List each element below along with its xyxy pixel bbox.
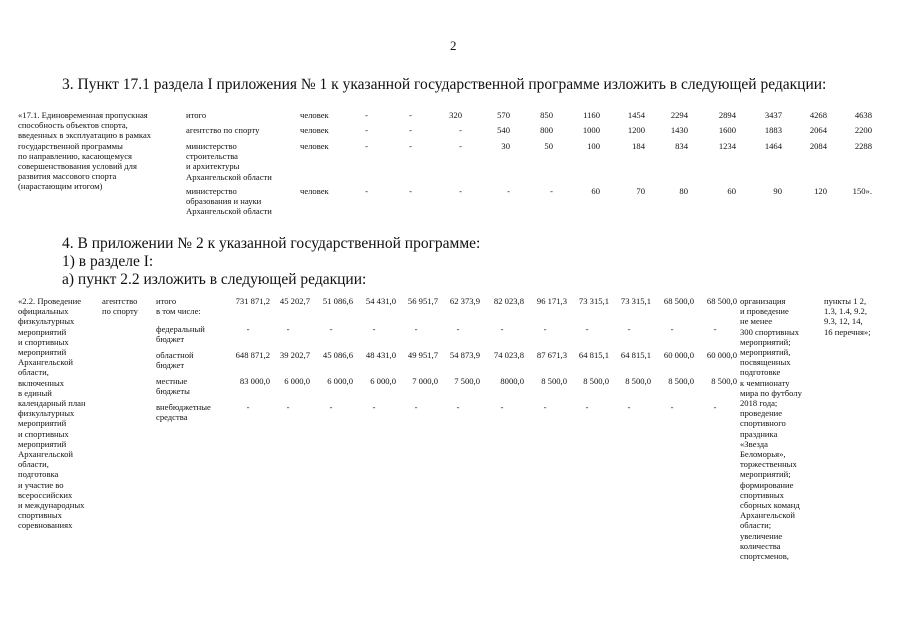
cell-value: -: [414, 402, 418, 412]
cell-value: -: [670, 402, 674, 412]
section-heading-3: 3. Пункт 17.1 раздела I приложения № 1 к указанной государственной программе изложить в следующей редакции:: [62, 76, 827, 93]
cell-value: 68 500,0: [663, 296, 694, 306]
cell-value: 2294: [670, 110, 688, 120]
cell-value: -: [543, 402, 547, 412]
cell-value: -: [500, 324, 504, 334]
cell-value: -: [627, 324, 631, 334]
result-line: формирование: [740, 479, 794, 490]
item-line: введенных в эксплуатацию в рамках: [18, 130, 152, 141]
item-line: (нарастающим итогом): [18, 181, 103, 192]
cell-value: 2200: [854, 125, 872, 135]
row-label: [156, 296, 201, 316]
cell-value: 150».: [852, 186, 872, 196]
cell-value: -: [365, 141, 368, 151]
result-line: спортсменов,: [740, 551, 789, 562]
cell-value: -: [365, 125, 368, 135]
cell-value: 540: [497, 125, 510, 135]
row-label-line: бюджеты: [156, 386, 190, 397]
cell-value: 570: [497, 110, 510, 120]
result-line: «Звезда: [740, 438, 768, 449]
cell-value: 49 951,7: [407, 350, 438, 360]
cell-value: 8 500,0: [711, 376, 737, 386]
result-line: посвященных: [740, 357, 791, 368]
row-label-line: министерство: [186, 186, 237, 196]
item-line: мероприятий: [18, 418, 67, 429]
result-line: мероприятий;: [740, 469, 791, 480]
cell-value: 90: [773, 186, 782, 196]
cell-value: 51 086,6: [322, 296, 353, 306]
result-line: 2018 года;: [740, 398, 778, 409]
row-unit: человек: [300, 125, 329, 135]
result-line: праздника: [740, 428, 778, 439]
item-line: соревнованиях: [18, 520, 73, 531]
row-unit: человек: [300, 186, 329, 196]
cell-value: 62 373,9: [449, 296, 480, 306]
cell-value: -: [329, 324, 333, 334]
cell-value: -: [713, 402, 717, 412]
cell-value: 56 951,7: [407, 296, 438, 306]
cell-value: -: [246, 402, 250, 412]
executor-line: агентство: [102, 296, 138, 306]
item-line: календарный план: [18, 398, 86, 409]
result-line: организация: [740, 296, 786, 306]
cell-value: 7 000,0: [412, 376, 438, 386]
row-label: [186, 125, 259, 135]
row-unit: человек: [300, 110, 329, 120]
cell-value: 648 871,2: [235, 350, 270, 360]
executor-line: по спорту: [102, 306, 138, 317]
cell-value: 2894: [718, 110, 736, 120]
cell-value: -: [365, 110, 368, 120]
cell-value: 7 500,0: [454, 376, 480, 386]
row-label-line: бюджет: [156, 360, 185, 371]
row-label-line: итого: [186, 110, 207, 120]
row-label-line: федеральный: [156, 324, 205, 334]
ref-line: 16 перечня»;: [824, 326, 871, 337]
subsection-heading-1a: а) пункт 2.2 изложить в следующей редакции:: [62, 271, 367, 288]
cell-value: 850: [540, 110, 553, 120]
item-line: области,: [18, 367, 49, 378]
table1-item-name: [18, 110, 151, 192]
cell-value: 64 815,1: [620, 350, 651, 360]
cell-value: 6 000,0: [370, 376, 396, 386]
row-label: [156, 402, 211, 422]
cell-value: 1430: [670, 125, 688, 135]
cell-value: 60 000,0: [706, 350, 737, 360]
item-line: области,: [18, 459, 49, 470]
cell-value: 1200: [627, 125, 645, 135]
cell-value: -: [409, 125, 412, 135]
cell-value: 1000: [582, 125, 600, 135]
item-line: «17.1. Единовременная пропускная: [18, 110, 148, 120]
row-label: [156, 324, 205, 344]
cell-value: 1234: [718, 141, 736, 151]
cell-value: -: [409, 141, 412, 151]
cell-value: -: [543, 324, 547, 334]
row-label-line: местные: [156, 376, 188, 386]
result-line: торжественных: [740, 459, 797, 470]
item-line: официальных: [18, 306, 69, 317]
item-line: в единый: [18, 387, 52, 398]
cell-value: 731 871,2: [235, 296, 270, 306]
item-line: и спортивных: [18, 428, 69, 439]
ref-line: 9.3, 12, 14,: [824, 316, 863, 327]
item-line: Архангельской: [18, 357, 73, 368]
cell-value: 30: [501, 141, 510, 151]
item-line: государственной программы: [18, 140, 123, 151]
item-line: по направлению, касающемуся: [18, 150, 132, 161]
cell-value: -: [329, 402, 333, 412]
result-line: спортивных: [740, 489, 784, 500]
cell-value: 1883: [764, 125, 782, 135]
result-line: к чемпионату: [740, 377, 790, 388]
row-label: [186, 186, 272, 217]
item-line: включенных: [18, 377, 65, 388]
result-line: и проведение: [740, 306, 789, 317]
cell-value: -: [372, 402, 376, 412]
cell-value: 800: [540, 125, 553, 135]
row-label: [186, 110, 206, 120]
cell-value: 8 500,0: [668, 376, 694, 386]
item-line: «2.2. Проведение: [18, 296, 82, 306]
cell-value: 8 500,0: [625, 376, 651, 386]
cell-value: 100: [587, 141, 600, 151]
cell-value: -: [670, 324, 674, 334]
item-line: мероприятий: [18, 347, 67, 358]
row-label-line: средства: [156, 412, 188, 423]
row-label: [186, 141, 272, 182]
table2-references: [824, 296, 871, 337]
item-line: развития массового спорта: [18, 171, 117, 182]
row-label-line: итого: [156, 296, 177, 306]
item-line: и международных: [18, 500, 85, 511]
cell-value: 4268: [809, 110, 827, 120]
cell-value: 54 431,0: [365, 296, 396, 306]
cell-value: 2064: [809, 125, 827, 135]
cell-value: -: [414, 324, 418, 334]
cell-value: 39 202,7: [279, 350, 310, 360]
row-label-line: внебюджетные: [156, 402, 211, 412]
row-label-line: агентство по спорту: [186, 125, 260, 135]
cell-value: 2084: [809, 141, 827, 151]
cell-value: 1454: [627, 110, 645, 120]
result-line: сборных команд: [740, 500, 800, 511]
cell-value: -: [409, 186, 412, 196]
page-number: 2: [450, 38, 457, 53]
cell-value: -: [365, 186, 368, 196]
cell-value: -: [409, 110, 412, 120]
result-line: мира по футболу: [740, 387, 802, 398]
cell-value: -: [627, 402, 631, 412]
row-label-line: бюджет: [156, 334, 185, 345]
cell-value: -: [459, 125, 462, 135]
row-label-line: Архангельской области: [186, 171, 272, 182]
cell-value: 82 023,8: [493, 296, 524, 306]
item-line: мероприятий: [18, 438, 67, 449]
item-line: и участие во: [18, 479, 64, 490]
row-label-line: образования и науки: [186, 196, 262, 207]
cell-value: -: [507, 186, 510, 196]
cell-value: 8 500,0: [541, 376, 567, 386]
result-line: подготовке: [740, 367, 781, 378]
cell-value: 48 431,0: [365, 350, 396, 360]
result-line: мероприятий,: [740, 347, 791, 358]
result-line: мероприятий;: [740, 336, 791, 347]
result-line: Беломорья»,: [740, 449, 786, 460]
cell-value: 60: [727, 186, 736, 196]
cell-value: 1600: [718, 125, 736, 135]
result-line: Архангельской: [740, 510, 795, 521]
cell-value: 83 000,0: [239, 376, 270, 386]
table2-item-name: [18, 296, 86, 531]
cell-value: -: [456, 324, 460, 334]
section-heading-4: 4. В приложении № 2 к указанной государственной программе:: [62, 235, 481, 252]
result-line: проведение: [740, 408, 783, 419]
cell-value: 64 815,1: [578, 350, 609, 360]
item-line: подготовка: [18, 469, 59, 480]
cell-value: 3437: [764, 110, 782, 120]
ref-line: 1.3, 1.4, 9.2,: [824, 306, 867, 317]
cell-value: -: [459, 141, 462, 151]
row-label: [156, 376, 190, 396]
result-line: спортивного: [740, 418, 786, 429]
cell-value: 70: [636, 186, 645, 196]
cell-value: 6 000,0: [327, 376, 353, 386]
row-label-line: министерство: [186, 141, 237, 151]
cell-value: -: [550, 186, 553, 196]
cell-value: 68 500,0: [706, 296, 737, 306]
cell-value: 120: [814, 186, 827, 196]
cell-value: 184: [632, 141, 645, 151]
item-line: спортивных: [18, 510, 62, 521]
row-label-line: областной: [156, 350, 194, 360]
cell-value: -: [585, 402, 589, 412]
ref-line: пункты 1 2,: [824, 296, 867, 306]
result-line: 300 спортивных: [740, 326, 800, 337]
cell-value: 8000,0: [500, 376, 524, 386]
cell-value: -: [500, 402, 504, 412]
cell-value: 320: [449, 110, 462, 120]
cell-value: 73 315,1: [578, 296, 609, 306]
cell-value: 50: [544, 141, 553, 151]
item-line: всероссийских: [18, 489, 73, 500]
subsection-heading-1: 1) в разделе I:: [62, 253, 154, 270]
cell-value: 54 873,9: [449, 350, 480, 360]
cell-value: 2288: [854, 141, 872, 151]
cell-value: 74 023,8: [493, 350, 524, 360]
row-label-line: в том числе:: [156, 306, 201, 317]
row-label-line: и архитектуры: [186, 161, 240, 172]
table2-executor: [102, 296, 138, 316]
cell-value: -: [585, 324, 589, 334]
cell-value: 1160: [583, 110, 600, 120]
cell-value: 60: [591, 186, 600, 196]
cell-value: 73 315,1: [620, 296, 651, 306]
result-line: количества: [740, 540, 781, 551]
item-line: физкультурных: [18, 316, 75, 327]
cell-value: 45 086,6: [322, 350, 353, 360]
row-label-line: Архангельской области: [186, 206, 272, 217]
cell-value: 1464: [764, 141, 782, 151]
table2-expected-result: [740, 296, 802, 561]
cell-value: -: [286, 402, 290, 412]
cell-value: 45 202,7: [279, 296, 310, 306]
item-line: мероприятий: [18, 326, 67, 337]
cell-value: 8 500,0: [583, 376, 609, 386]
cell-value: 834: [675, 141, 688, 151]
cell-value: 87 671,3: [536, 350, 567, 360]
cell-value: -: [246, 324, 250, 334]
item-line: совершенствования условий для: [18, 161, 137, 172]
cell-value: -: [713, 324, 717, 334]
cell-value: 60 000,0: [663, 350, 694, 360]
item-line: физкультурных: [18, 408, 75, 419]
cell-value: -: [456, 402, 460, 412]
cell-value: 4638: [854, 110, 872, 120]
row-unit: человек: [300, 141, 329, 151]
cell-value: 96 171,3: [536, 296, 567, 306]
cell-value: -: [372, 324, 376, 334]
cell-value: 80: [679, 186, 688, 196]
item-line: Архангельской: [18, 449, 73, 460]
row-label: [156, 350, 194, 370]
item-line: способность объектов спорта,: [18, 120, 128, 131]
cell-value: -: [286, 324, 290, 334]
row-label-line: строительства: [186, 151, 238, 162]
item-line: и спортивных: [18, 336, 69, 347]
result-line: увеличение: [740, 530, 783, 541]
cell-value: -: [459, 186, 462, 196]
result-line: области;: [740, 520, 772, 531]
cell-value: 6 000,0: [284, 376, 310, 386]
result-line: не менее: [740, 316, 773, 327]
